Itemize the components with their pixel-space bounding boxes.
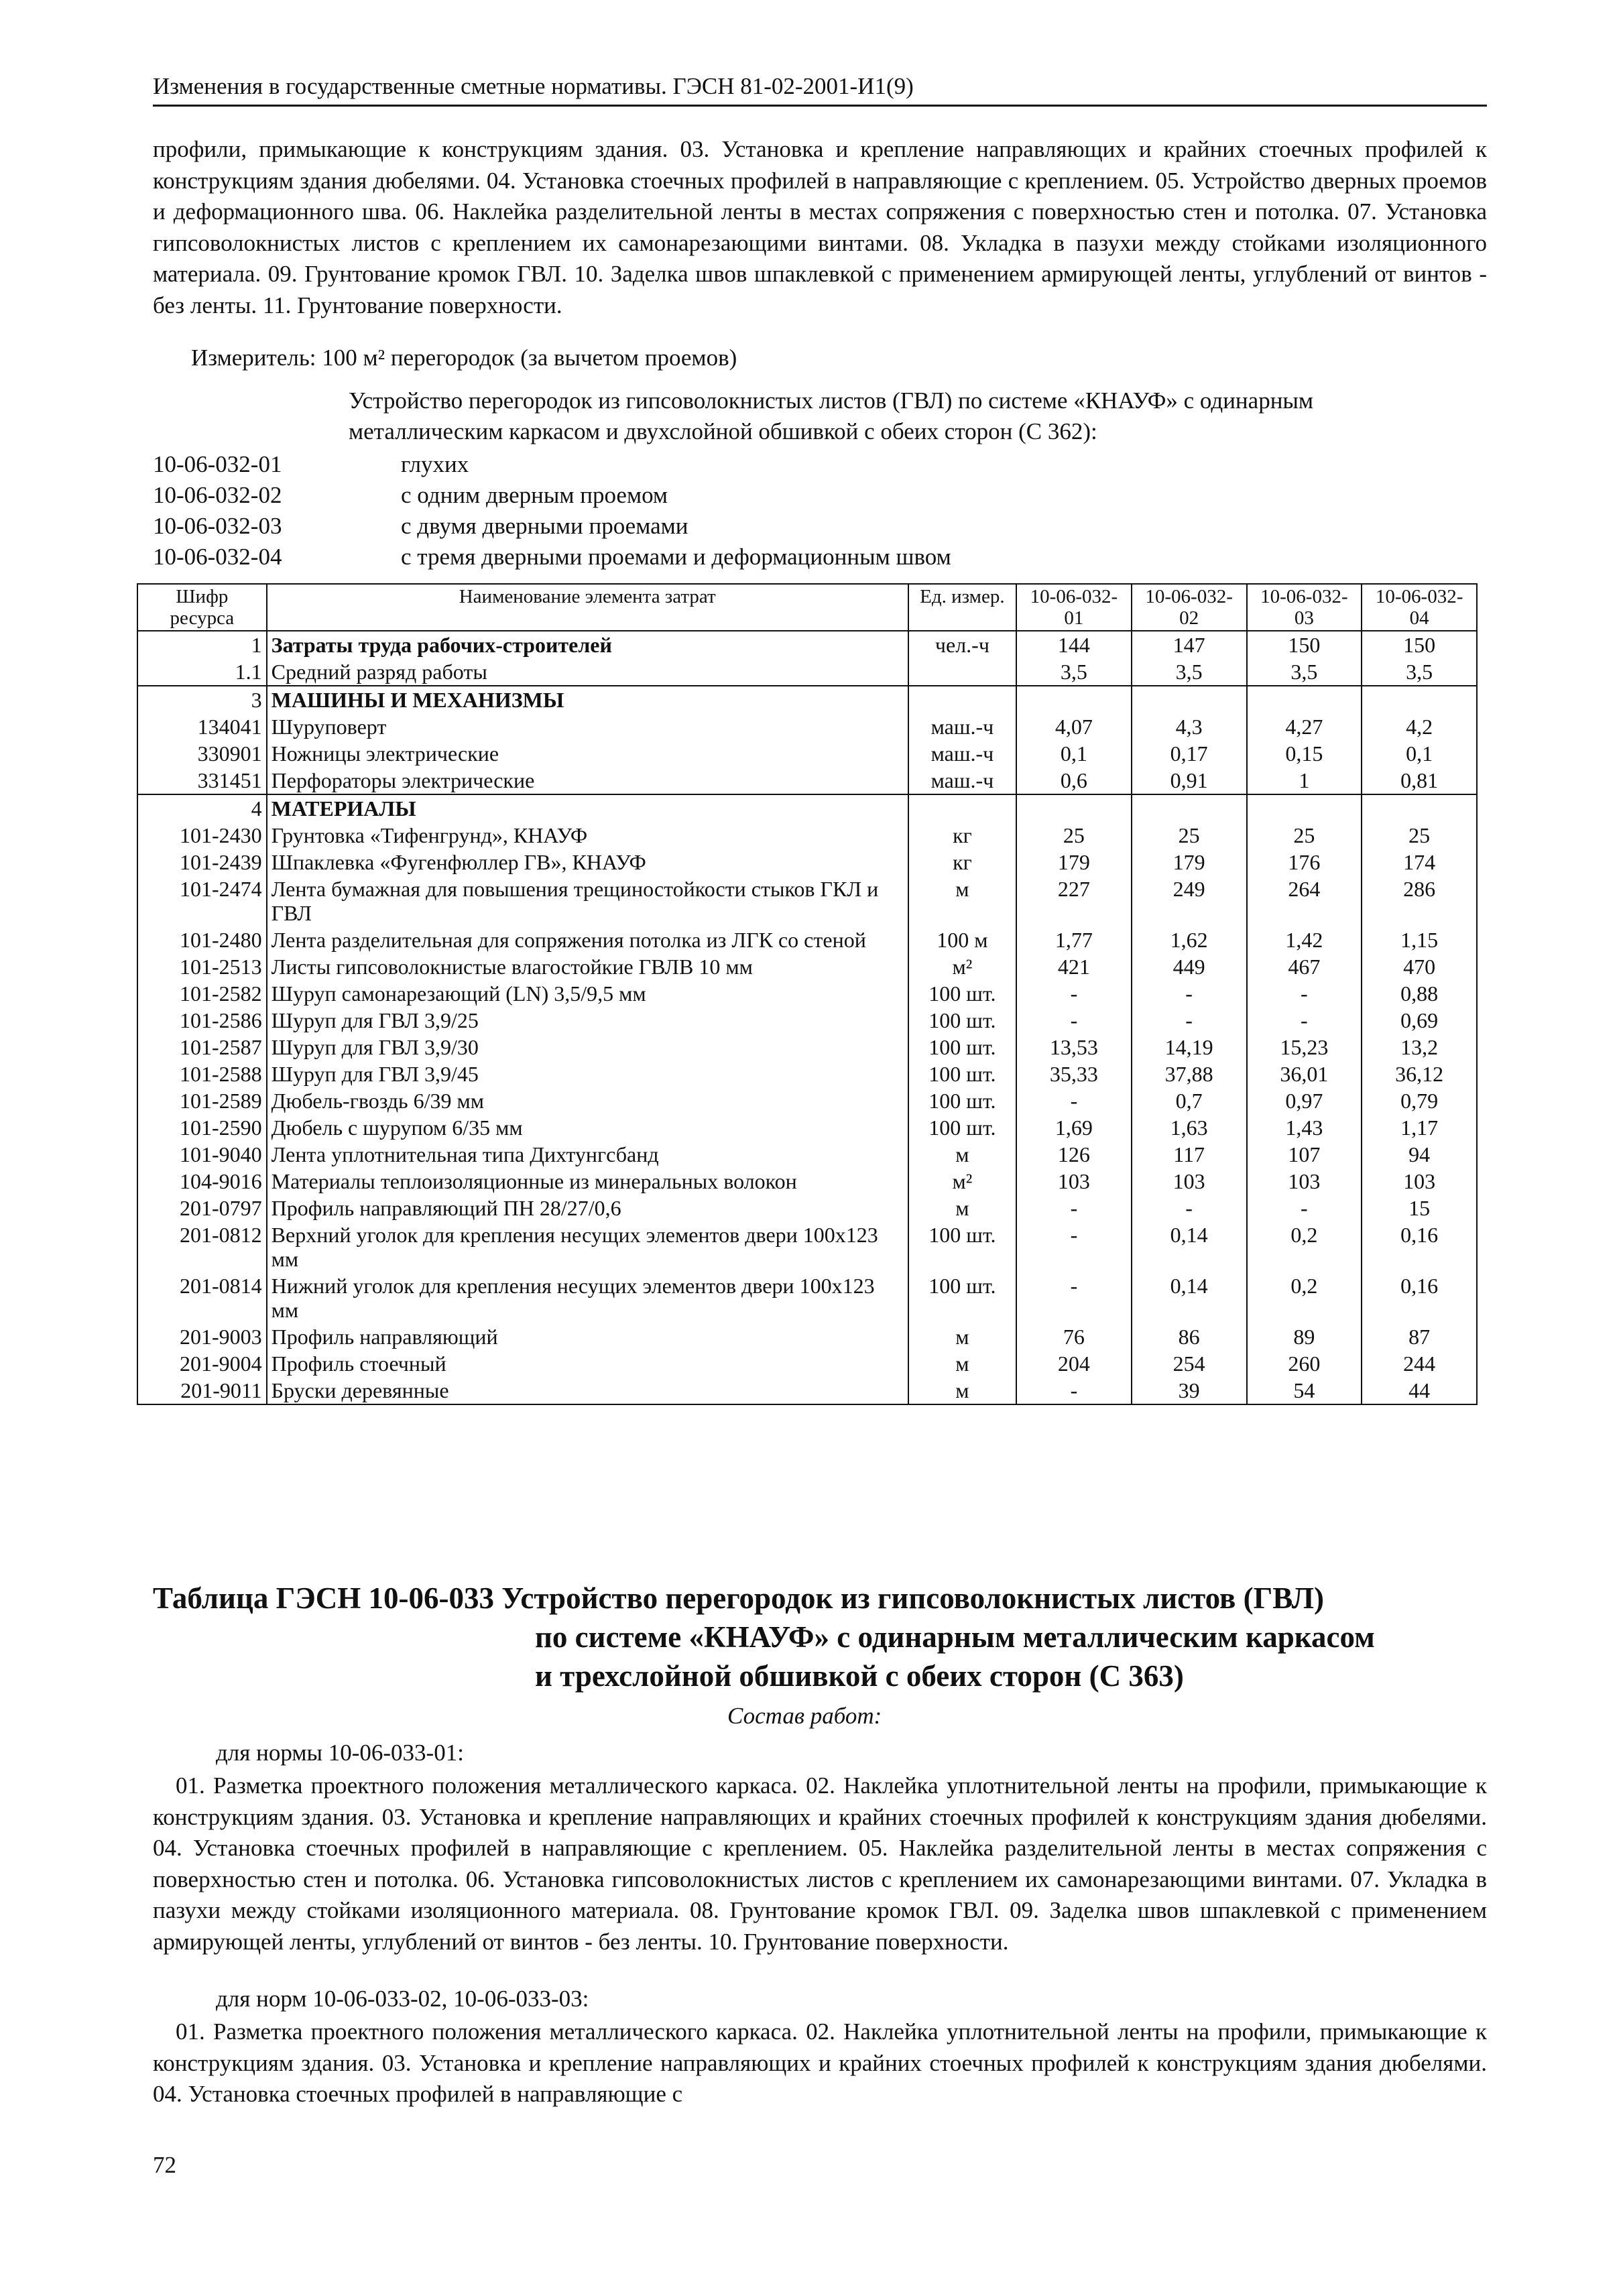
resource-value: - — [1016, 1377, 1132, 1404]
resource-value: 470 — [1362, 953, 1477, 980]
norm-item — [153, 542, 951, 572]
table-033-title — [153, 1579, 1487, 1695]
resource-value: 4,27 — [1247, 713, 1362, 740]
resource-value: 254 — [1132, 1350, 1247, 1377]
table-row — [137, 1323, 1477, 1350]
resource-value: 147 — [1132, 631, 1247, 658]
norm-code: 10-06-032-01 — [153, 451, 282, 477]
resource-value: 36,12 — [1362, 1061, 1477, 1087]
resource-unit: м — [908, 1141, 1016, 1168]
resource-unit: 100 шт. — [908, 1087, 1016, 1114]
resource-unit: чел.-ч — [908, 631, 1016, 658]
table-row — [137, 926, 1477, 953]
resource-value: 179 — [1132, 849, 1247, 875]
resource-value: 0,69 — [1362, 1007, 1477, 1034]
resource-value: - — [1016, 1087, 1132, 1114]
resource-value: 1,63 — [1132, 1114, 1247, 1141]
resource-code: 101-2480 — [137, 926, 267, 953]
resource-code: 201-9011 — [137, 1377, 267, 1404]
norm-list — [153, 449, 951, 572]
resource-value: 0,17 — [1132, 740, 1247, 767]
table-033-title-line-2: по системе «КНАУФ» с одинарным металлическим каркасом — [535, 1620, 1375, 1654]
norm-code: 10-06-032-02 — [153, 482, 282, 508]
table-row — [137, 1350, 1477, 1377]
resource-unit: м — [908, 1350, 1016, 1377]
norm-item — [153, 511, 951, 542]
resource-unit: 100 шт. — [908, 1221, 1016, 1272]
table-row — [137, 1195, 1477, 1221]
resource-value: 4,07 — [1016, 713, 1132, 740]
header-norm-1: 10-06-032-01 — [1016, 584, 1132, 631]
resource-name: Профиль направляющий — [267, 1323, 908, 1350]
resource-name: Шуруп для ГВЛ 3,9/30 — [267, 1034, 908, 1061]
resource-name: Шуруп самонарезающий (LN) 3,5/9,5 мм — [267, 980, 908, 1007]
resource-value: 13,2 — [1362, 1034, 1477, 1061]
resource-unit — [908, 658, 1016, 686]
resource-value: 0,6 — [1016, 767, 1132, 794]
resource-value — [1247, 686, 1362, 713]
resource-name: Лента разделительная для сопряжения потолка из ЛГК со стеной — [267, 926, 908, 953]
resource-value: 25 — [1362, 822, 1477, 849]
resource-value: 103 — [1132, 1168, 1247, 1195]
resource-code: 201-0812 — [137, 1221, 267, 1272]
resource-name: Шуруп для ГВЛ 3,9/25 — [267, 1007, 908, 1034]
resource-code: 101-2589 — [137, 1087, 267, 1114]
table-row — [137, 740, 1477, 767]
resource-unit: 100 м — [908, 926, 1016, 953]
resource-name: Листы гипсоволокнистые влагостойкие ГВЛВ 10 мм — [267, 953, 908, 980]
resource-value: - — [1132, 980, 1247, 1007]
resource-value: 144 — [1016, 631, 1132, 658]
resource-unit: 100 шт. — [908, 1114, 1016, 1141]
resource-name: Шуруп для ГВЛ 3,9/45 — [267, 1061, 908, 1087]
table-row — [137, 1061, 1477, 1087]
norm-code: 10-06-032-03 — [153, 513, 282, 539]
intro-paragraph: профили, примыкающие к конструкциям здания. 03. Установка и крепление направляющих и крайних стоечных профилей к конструкциям здания дюбелями. 04. Установка стоечных профилей в направляющие с креплением. 05. Устройство дверных проемов и деформационного шва. 06. Наклейка разделительной ленты в местах сопряжения с поверхностью стен и потолка. 07. Установка гипсоволокнистых листов с креплением их самонарезающими винтами. 08. Укладка в пазухи между стойками изоляционного материала. 09. Грунтование кромок ГВЛ. 10. Заделка швов шпаклевкой с применением армирующей ленты, углублений от винтов - без ленты. 11. Грунтование поверхности. — [153, 136, 1487, 318]
table-033-title-line-3: и трехслойной обшивкой с обеих сторон (С 363) — [535, 1659, 1184, 1693]
resource-name: МАШИНЫ И МЕХАНИЗМЫ — [267, 686, 908, 713]
table-row — [137, 1168, 1477, 1195]
table-row — [137, 980, 1477, 1007]
resource-value: 1,15 — [1362, 926, 1477, 953]
resource-name: Шпаклевка «Фугенфюллер ГВ», КНАУФ — [267, 849, 908, 875]
header-norm-3: 10-06-032-03 — [1247, 584, 1362, 631]
resource-value: 25 — [1247, 822, 1362, 849]
resource-code: 201-9004 — [137, 1350, 267, 1377]
resource-code: 4 — [137, 794, 267, 822]
resource-unit: 100 шт. — [908, 1272, 1016, 1323]
header-code: Шифр ресурса — [137, 584, 267, 631]
resource-value: 0,14 — [1132, 1221, 1247, 1272]
resource-value: 87 — [1362, 1323, 1477, 1350]
resource-value: 103 — [1016, 1168, 1132, 1195]
resource-unit: 100 шт. — [908, 1007, 1016, 1034]
resource-value: 103 — [1247, 1168, 1362, 1195]
resource-value: 0,16 — [1362, 1272, 1477, 1323]
resource-value: 25 — [1016, 822, 1132, 849]
resource-value: 126 — [1016, 1141, 1132, 1168]
resource-value — [1247, 794, 1362, 822]
resource-code: 104-9016 — [137, 1168, 267, 1195]
resource-value: 3,5 — [1362, 658, 1477, 686]
norm-description: глухих — [401, 451, 469, 477]
table-section-row — [137, 686, 1477, 713]
table-row — [137, 1272, 1477, 1323]
resource-value: 150 — [1247, 631, 1362, 658]
resource-code: 101-2590 — [137, 1114, 267, 1141]
resource-unit: м² — [908, 1168, 1016, 1195]
resource-name: Затраты труда рабочих-строителей — [267, 631, 908, 658]
measurer-line: Измеритель: 100 м² перегородок (за вычетом проемов) — [191, 345, 737, 371]
resource-name: Бруски деревянные — [267, 1377, 908, 1404]
resource-value — [1132, 686, 1247, 713]
resource-value: 89 — [1247, 1323, 1362, 1350]
resource-value: 0,97 — [1247, 1087, 1362, 1114]
table-row — [137, 658, 1477, 686]
resource-code: 1 — [137, 631, 267, 658]
resource-code: 101-2513 — [137, 953, 267, 980]
page-number: 72 — [153, 2152, 176, 2178]
resource-name: Средний разряд работы — [267, 658, 908, 686]
resource-unit: 100 шт. — [908, 1034, 1016, 1061]
table-row — [137, 875, 1477, 926]
header-norm-4: 10-06-032-04 — [1362, 584, 1477, 631]
resource-code: 101-2588 — [137, 1061, 267, 1087]
resource-value: 54 — [1247, 1377, 1362, 1404]
resource-code: 101-2587 — [137, 1034, 267, 1061]
resource-value: 1,62 — [1132, 926, 1247, 953]
resource-code: 201-9003 — [137, 1323, 267, 1350]
resource-value: 3,5 — [1016, 658, 1132, 686]
resource-unit — [908, 686, 1016, 713]
resource-name: Профиль стоечный — [267, 1350, 908, 1377]
resource-value: 264 — [1247, 875, 1362, 926]
resource-name: Грунтовка «Тифенгрунд», КНАУФ — [267, 822, 908, 849]
resource-code: 101-2586 — [137, 1007, 267, 1034]
resource-value: 1,42 — [1247, 926, 1362, 953]
resource-value: - — [1016, 1221, 1132, 1272]
resource-value: 25 — [1132, 822, 1247, 849]
resource-unit: 100 шт. — [908, 980, 1016, 1007]
resource-name: Материалы теплоизоляционные из минеральных волокон — [267, 1168, 908, 1195]
table-row — [137, 1007, 1477, 1034]
resource-name: Ножницы электрические — [267, 740, 908, 767]
resource-unit: м — [908, 1195, 1016, 1221]
norm-group-title: Устройство перегородок из гипсоволокнистых листов (ГВЛ) по системе «КНАУФ» с одинарным металлическим каркасом и двухслойной обшивкой с обеих сторон (С 362): — [349, 387, 1314, 444]
resource-unit: м — [908, 1377, 1016, 1404]
resource-value: 1,69 — [1016, 1114, 1132, 1141]
resource-value: 76 — [1016, 1323, 1132, 1350]
resource-value: 14,19 — [1132, 1034, 1247, 1061]
resource-table — [137, 583, 1478, 1405]
resource-unit: маш.-ч — [908, 740, 1016, 767]
resource-value: 4,3 — [1132, 713, 1247, 740]
resource-value: 0,2 — [1247, 1272, 1362, 1323]
table-row — [137, 1114, 1477, 1141]
table-row — [137, 767, 1477, 794]
resource-value: 13,53 — [1016, 1034, 1132, 1061]
resource-name: Верхний уголок для крепления несущих элементов двери 100х123 мм — [267, 1221, 908, 1272]
norm-description: с двумя дверными проемами — [401, 513, 688, 539]
resource-value: 37,88 — [1132, 1061, 1247, 1087]
resource-value: 204 — [1016, 1350, 1132, 1377]
resource-value: 0,7 — [1132, 1087, 1247, 1114]
resource-value: 44 — [1362, 1377, 1477, 1404]
resource-value: 103 — [1362, 1168, 1477, 1195]
table-section-row — [137, 794, 1477, 822]
resource-value: 0,16 — [1362, 1221, 1477, 1272]
resource-name: Перфораторы электрические — [267, 767, 908, 794]
resource-value: 4,2 — [1362, 713, 1477, 740]
table-body — [137, 631, 1477, 1404]
for-norm-label-2: для норм 10-06-033-02, 10-06-033-03: — [216, 1986, 589, 2012]
work-description-1: 01. Разметка проектного положения металлического каркаса. 02. Наклейка уплотнительной ленты на профили, примыкающие к конструкциям здания. 03. Установка и крепление направляющих и крайних стоечных профилей к конструкциям здания дюбелями. 04. Установка стоечных профилей в направляющие с креплением. 05. Наклейка разделительной ленты в местах сопряжения с поверхностью стен и потолка. 06. Установка гипсоволокнистых листов с креплением их самонарезающими винтами. 07. Укладка в пазухи между стойками изоляционного материала. 08. Грунтование кромок ГВЛ. 09. Заделка швов шпаклевкой с применением армирующей ленты, углублений от винтов - без ленты. 10. Грунтование поверхности. — [153, 1772, 1487, 1955]
resource-code: 101-2474 — [137, 875, 267, 926]
resource-name: Профиль направляющий ПН 28/27/0,6 — [267, 1195, 908, 1221]
resource-name: Дюбель с шурупом 6/35 мм — [267, 1114, 908, 1141]
resource-code: 101-9040 — [137, 1141, 267, 1168]
resource-value: 0,88 — [1362, 980, 1477, 1007]
resource-code: 101-2582 — [137, 980, 267, 1007]
resource-name: Лента уплотнительная типа Дихтунгсбанд — [267, 1141, 908, 1168]
resource-value: 467 — [1247, 953, 1362, 980]
resource-value: 3,5 — [1132, 658, 1247, 686]
resource-value: - — [1247, 1007, 1362, 1034]
resource-value: 94 — [1362, 1141, 1477, 1168]
resource-value: 249 — [1132, 875, 1247, 926]
resource-unit: кг — [908, 822, 1016, 849]
resource-unit: маш.-ч — [908, 713, 1016, 740]
resource-code: 3 — [137, 686, 267, 713]
resource-value: 0,91 — [1132, 767, 1247, 794]
norm-item — [153, 449, 951, 480]
resource-name: Дюбель-гвоздь 6/39 мм — [267, 1087, 908, 1114]
resource-value: 35,33 — [1016, 1061, 1132, 1087]
header-norm-2: 10-06-032-02 — [1132, 584, 1247, 631]
work-composition-label: Состав работ: — [727, 1703, 882, 1729]
resource-value: - — [1016, 1272, 1132, 1323]
resource-unit: м² — [908, 953, 1016, 980]
resource-value: 0,1 — [1016, 740, 1132, 767]
resource-value: 86 — [1132, 1323, 1247, 1350]
resource-name: Лента бумажная для повышения трещиностойкости стыков ГКЛ и ГВЛ — [267, 875, 908, 926]
header-unit: Ед. измер. — [908, 584, 1016, 631]
resource-name: Нижний уголок для крепления несущих элементов двери 100х123 мм — [267, 1272, 908, 1323]
for-norm-label-1: для нормы 10-06-033-01: — [216, 1740, 464, 1766]
norm-code: 10-06-032-04 — [153, 544, 282, 570]
resource-code: 331451 — [137, 767, 267, 794]
table-row — [137, 953, 1477, 980]
resource-value — [1362, 686, 1477, 713]
resource-value: 1,43 — [1247, 1114, 1362, 1141]
resource-value: 0,79 — [1362, 1087, 1477, 1114]
resource-unit: 100 шт. — [908, 1061, 1016, 1087]
resource-value: 0,2 — [1247, 1221, 1362, 1272]
resource-value: 449 — [1132, 953, 1247, 980]
resource-value: 0,14 — [1132, 1272, 1247, 1323]
work-description-2: 01. Разметка проектного положения металлического каркаса. 02. Наклейка уплотнительной ленты на профили, примыкающие к конструкциям здания. 03. Установка и крепление направляющих и крайних стоечных профилей к конструкциям здания дюбелями. 04. Установка стоечных профилей в направляющие с — [153, 2018, 1487, 2107]
resource-name: Шуруповерт — [267, 713, 908, 740]
resource-value: - — [1132, 1195, 1247, 1221]
resource-value: 179 — [1016, 849, 1132, 875]
resource-value: 0,1 — [1362, 740, 1477, 767]
resource-code: 1.1 — [137, 658, 267, 686]
resource-value: 107 — [1247, 1141, 1362, 1168]
table-row — [137, 1377, 1477, 1404]
resource-value: 174 — [1362, 849, 1477, 875]
resource-value: - — [1247, 1195, 1362, 1221]
resource-unit: м — [908, 875, 1016, 926]
resource-code: 201-0814 — [137, 1272, 267, 1323]
resource-value — [1132, 794, 1247, 822]
resource-value: 176 — [1247, 849, 1362, 875]
resource-value: - — [1016, 1195, 1132, 1221]
resource-unit: маш.-ч — [908, 767, 1016, 794]
table-row — [137, 1221, 1477, 1272]
resource-value — [1362, 794, 1477, 822]
resource-code: 101-2439 — [137, 849, 267, 875]
table-033-title-line-1: Таблица ГЭСН 10-06-033 Устройство перегородок из гипсоволокнистых листов (ГВЛ) — [153, 1581, 1325, 1615]
resource-value: 286 — [1362, 875, 1477, 926]
resource-unit: кг — [908, 849, 1016, 875]
resource-value: 36,01 — [1247, 1061, 1362, 1087]
resource-value: 1,77 — [1016, 926, 1132, 953]
resource-code: 101-2430 — [137, 822, 267, 849]
norm-description: с одним дверным проемом — [401, 482, 668, 508]
resource-value: 227 — [1016, 875, 1132, 926]
resource-value — [1016, 686, 1132, 713]
resource-value: 15 — [1362, 1195, 1477, 1221]
norm-item — [153, 480, 951, 511]
table-row — [137, 849, 1477, 875]
resource-code: 330901 — [137, 740, 267, 767]
table-row — [137, 1034, 1477, 1061]
resource-value — [1016, 794, 1132, 822]
resource-value: 1 — [1247, 767, 1362, 794]
page-header: Изменения в государственные сметные нормативы. ГЭСН 81-02-2001-И1(9) — [153, 72, 1487, 107]
resource-value: 260 — [1247, 1350, 1362, 1377]
table-section-row — [137, 631, 1477, 658]
resource-unit: м — [908, 1323, 1016, 1350]
resource-value: 39 — [1132, 1377, 1247, 1404]
table-row — [137, 1141, 1477, 1168]
resource-code: 201-0797 — [137, 1195, 267, 1221]
norm-description: с тремя дверными проемами и деформационным швом — [401, 544, 951, 570]
resource-value: - — [1247, 980, 1362, 1007]
resource-value: 0,15 — [1247, 740, 1362, 767]
resource-value: 3,5 — [1247, 658, 1362, 686]
resource-value: 15,23 — [1247, 1034, 1362, 1061]
resource-value: 244 — [1362, 1350, 1477, 1377]
resource-value: - — [1132, 1007, 1247, 1034]
resource-value: 0,81 — [1362, 767, 1477, 794]
resource-value: 1,17 — [1362, 1114, 1477, 1141]
resource-code: 134041 — [137, 713, 267, 740]
header-name: Наименование элемента затрат — [267, 584, 908, 631]
resource-unit — [908, 794, 1016, 822]
resource-value: 117 — [1132, 1141, 1247, 1168]
table-row — [137, 713, 1477, 740]
table-row — [137, 1087, 1477, 1114]
resource-value: - — [1016, 1007, 1132, 1034]
resource-value: 150 — [1362, 631, 1477, 658]
table-header-row — [137, 584, 1477, 631]
table-row — [137, 822, 1477, 849]
resource-value: 421 — [1016, 953, 1132, 980]
resource-name: МАТЕРИАЛЫ — [267, 794, 908, 822]
resource-value: - — [1016, 980, 1132, 1007]
